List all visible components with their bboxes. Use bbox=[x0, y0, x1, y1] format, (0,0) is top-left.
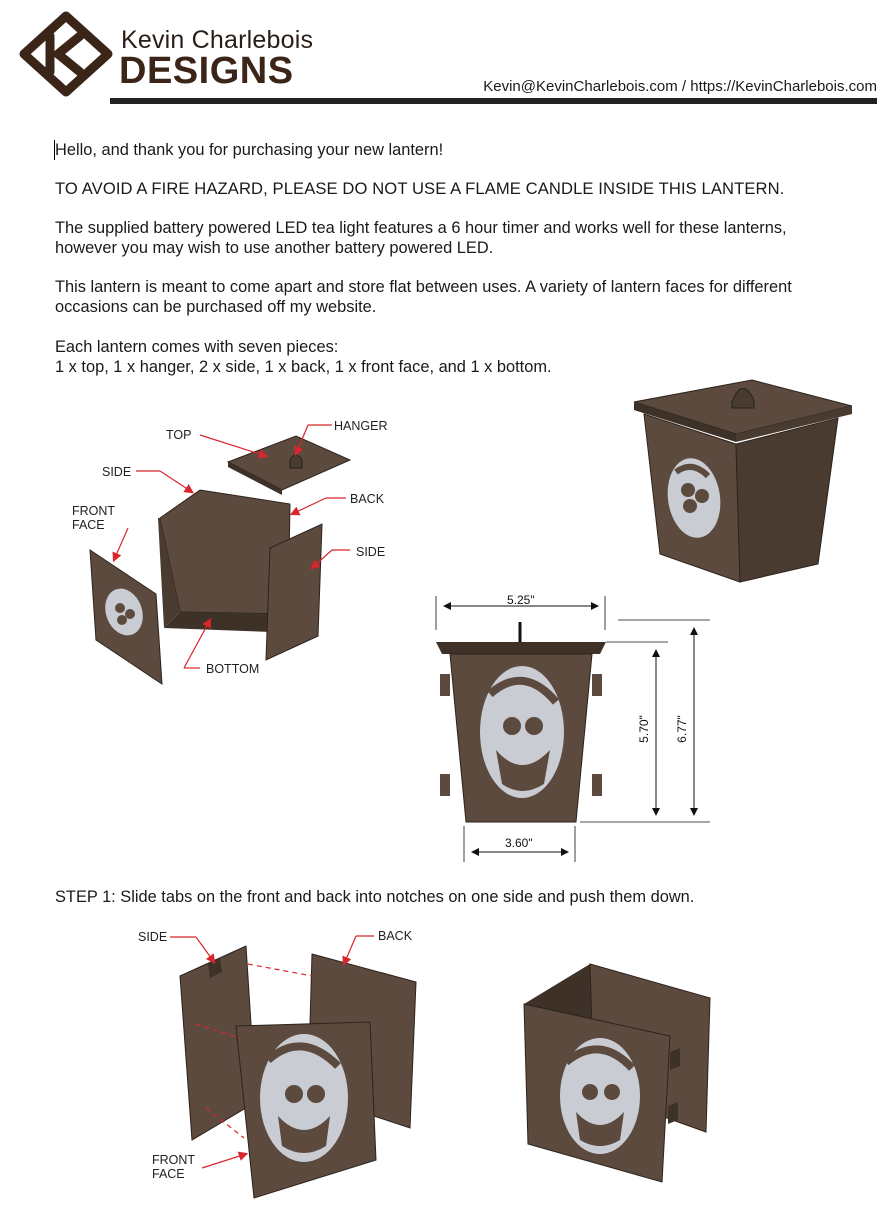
dim-total-height: 6.77" bbox=[674, 715, 689, 743]
label-side-left: SIDE bbox=[102, 465, 132, 479]
store-text-line2: occasions can be purchased off my website. bbox=[55, 298, 377, 316]
step1-label-front-line1: FRONT bbox=[152, 1153, 196, 1167]
header-rule bbox=[110, 98, 877, 104]
brand-designs: DESIGNS bbox=[119, 50, 294, 92]
step1-label-side: SIDE bbox=[138, 930, 168, 944]
step1-label-back: BACK bbox=[378, 929, 413, 943]
label-front-face-line1: FRONT bbox=[72, 504, 116, 518]
label-side-right: SIDE bbox=[356, 545, 386, 559]
pieces-text-line2: 1 x top, 1 x hanger, 2 x side, 1 x back, 1 x front face, and 1 x bottom. bbox=[55, 358, 552, 376]
step1-label-front-line2: FACE bbox=[152, 1167, 185, 1181]
top-piece bbox=[228, 436, 350, 490]
label-top: TOP bbox=[166, 428, 192, 442]
label-front-face-line2: FACE bbox=[72, 518, 105, 532]
led-text-line2: however you may wish to use another battery powered LED. bbox=[55, 239, 494, 257]
label-bottom: BOTTOM bbox=[206, 662, 260, 676]
store-text-line1: This lantern is meant to come apart and store flat between uses. A variety of lantern faces for different bbox=[55, 278, 792, 296]
pieces-text-line1: Each lantern comes with seven pieces: bbox=[55, 338, 339, 356]
assembled-lantern-image bbox=[632, 372, 854, 594]
hanger-piece bbox=[290, 455, 302, 468]
led-text-line1: The supplied battery powered LED tea light features a 6 hour timer and works well for these lanterns, bbox=[55, 219, 787, 237]
fire-warning: TO AVOID A FIRE HAZARD, PLEASE DO NOT USE A FLAME CANDLE INSIDE THIS LANTERN. bbox=[55, 179, 785, 198]
dim-top-width: 5.25" bbox=[507, 593, 535, 607]
label-hanger: HANGER bbox=[334, 419, 388, 433]
dim-bottom-width: 3.60" bbox=[505, 836, 533, 850]
step1-after-diagram bbox=[520, 960, 720, 1200]
kc-logo-icon bbox=[18, 12, 114, 96]
contact-info[interactable]: Kevin@KevinCharlebois.com / https://KevinCharlebois.com bbox=[483, 78, 877, 95]
greeting-text: Hello, and thank you for purchasing your new lantern! bbox=[55, 141, 444, 159]
step1-text: STEP 1: Slide tabs on the front and back into notches on one side and push them down. bbox=[55, 888, 695, 906]
brand-name: Kevin Charlebois bbox=[121, 26, 314, 54]
dim-body-height: 5.70" bbox=[636, 715, 651, 743]
label-back: BACK bbox=[350, 492, 385, 506]
